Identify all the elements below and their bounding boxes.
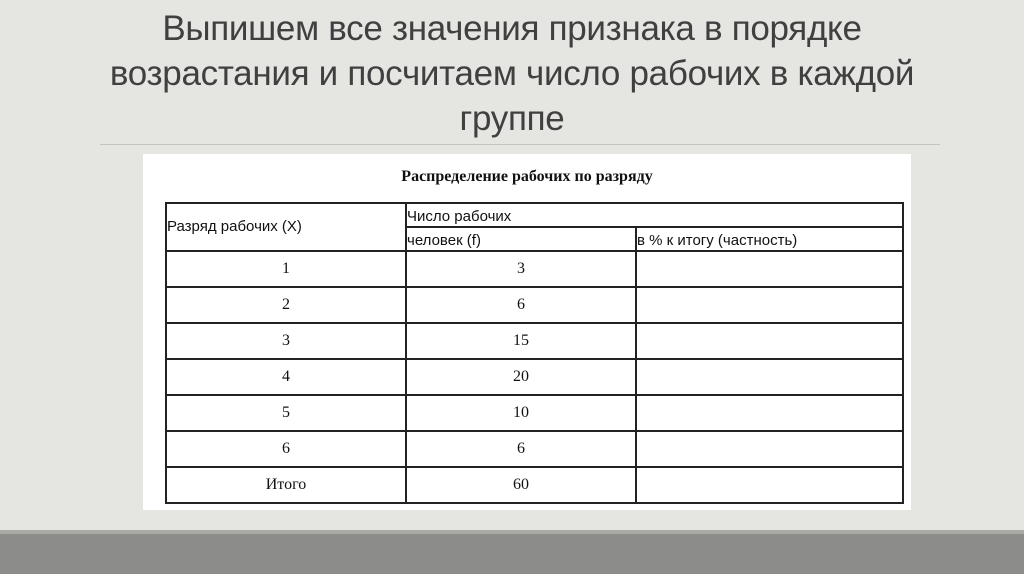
table-panel: [143, 154, 911, 510]
table-row: [166, 431, 903, 467]
percent-cell: [636, 359, 903, 395]
total-label-cell: Итого: [166, 467, 406, 503]
header-rank: Разряд рабочих (X): [166, 203, 406, 251]
table-caption: Распределение рабочих по разряду: [401, 168, 653, 185]
title-line-2: возрастания и посчитаем число рабочих в каждой: [109, 54, 915, 93]
percent-cell: [636, 323, 903, 359]
table-row: [166, 395, 903, 431]
footer-band: [0, 534, 1024, 574]
count-cell: 6: [406, 431, 636, 467]
title-line-3: группе: [459, 99, 565, 138]
percent-cell: [636, 251, 903, 287]
percent-cell: [636, 431, 903, 467]
slide-title: [40, 6, 984, 141]
table-row: [166, 359, 903, 395]
count-cell: 15: [406, 323, 636, 359]
count-cell: 10: [406, 395, 636, 431]
count-cell: 20: [406, 359, 636, 395]
header-row-1: [166, 203, 903, 227]
rank-cell: 1: [166, 251, 406, 287]
title-line-1: Выпишем все значения признака в порядке: [162, 9, 862, 48]
title-divider: [100, 144, 940, 145]
percent-cell: [636, 287, 903, 323]
table-row: [166, 287, 903, 323]
header-percent: в % к итогу (частность): [636, 227, 903, 251]
header-workers-group: Число рабочих: [406, 203, 903, 227]
rank-cell: 3: [166, 323, 406, 359]
rank-cell: 2: [166, 287, 406, 323]
count-cell: 3: [406, 251, 636, 287]
table-row: [166, 251, 903, 287]
count-cell: 6: [406, 287, 636, 323]
rank-cell: 6: [166, 431, 406, 467]
header-people: человек (f): [406, 227, 636, 251]
rank-cell: 4: [166, 359, 406, 395]
total-count-cell: 60: [406, 467, 636, 503]
percent-cell: [636, 395, 903, 431]
total-row: [166, 467, 903, 503]
total-percent-cell: [636, 467, 903, 503]
table-row: [166, 323, 903, 359]
rank-cell: 5: [166, 395, 406, 431]
distribution-table: [165, 202, 904, 504]
